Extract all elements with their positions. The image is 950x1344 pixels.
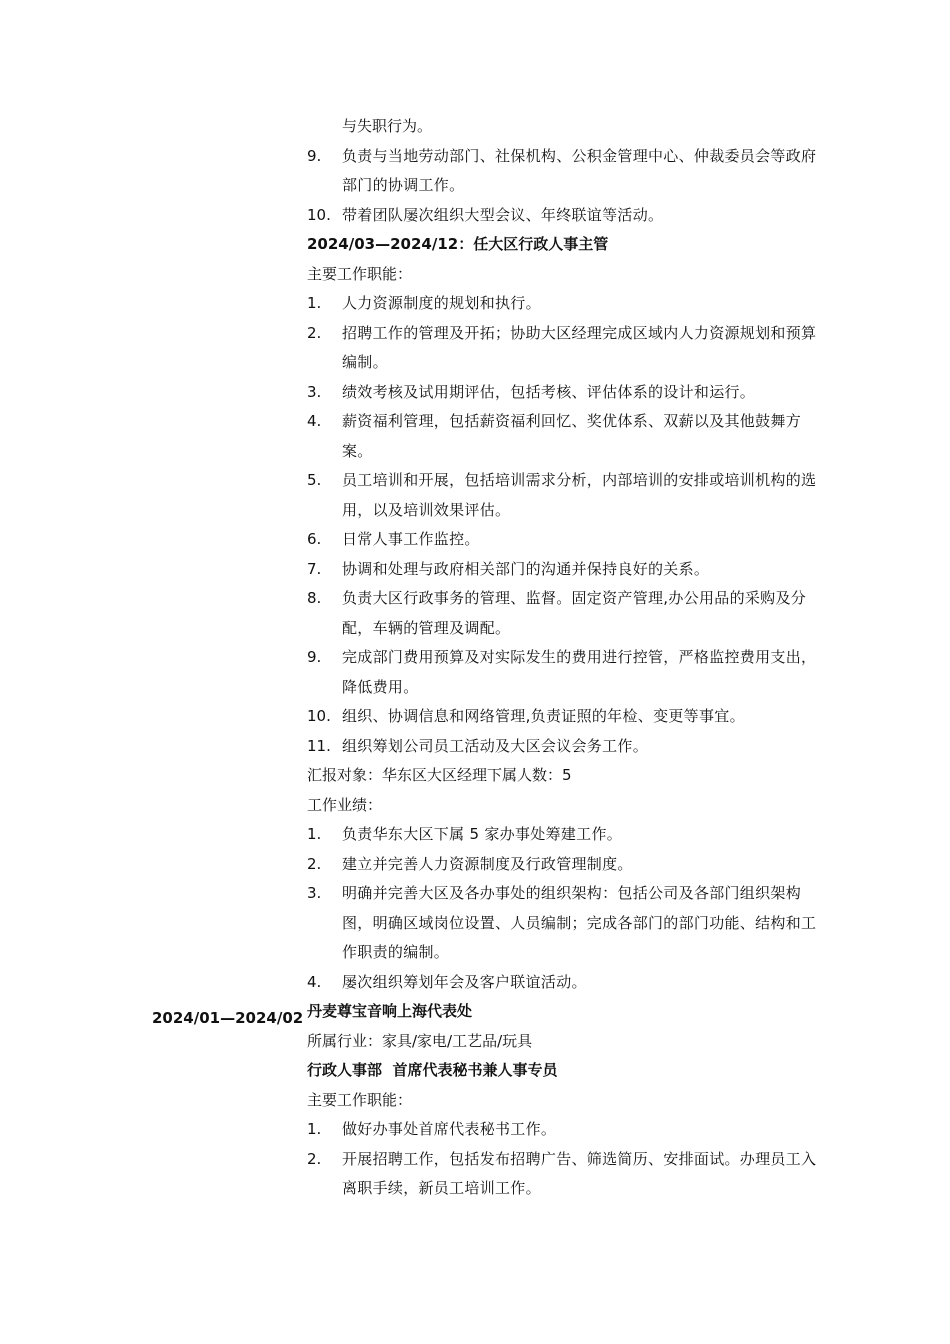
item-number: 9. [307, 648, 322, 666]
continuation-text: 与失职行为。 [342, 117, 433, 135]
list-item [307, 1145, 822, 1204]
item-text: 屡次组织筹划年会及客户联谊活动。 [342, 972, 587, 991]
item-text: 协调和处理与政府相关部门的沟通并保持良好的关系。 [342, 559, 710, 578]
item-text: 带着团队屡次组织大型会议、年终联谊等活动。 [342, 205, 664, 224]
item-text: 完成部门费用预算及对实际发生的费用进行控管，严格监控费用支出，降低费用。 [342, 648, 817, 696]
item-text: 人力资源制度的规划和执行。 [342, 294, 541, 312]
report-line: 汇报对象：华东区大区经理下属人数：5 [307, 766, 572, 784]
item-number: 11. [307, 736, 331, 755]
item-text: 明确并完善大区及各办事处的组织架构：包括公司及各部门组织架构图，明确区域岗位设置、人员编制；完成各部门的部门功能、结构和工作职责的编制。 [342, 884, 817, 961]
prev-duty-list [307, 142, 822, 231]
item-number: 9. [307, 146, 322, 165]
item-number: 3. [307, 382, 322, 401]
position-title: 2024/03—2024/12：任大区行政人事主管 [307, 235, 609, 253]
item-text: 负责华东大区下属 5 家办事处筹建工作。 [342, 825, 623, 843]
performance-list [307, 820, 822, 997]
item-text: 负责与当地劳动部门、社保机构、公积金管理中心、仲裁委员会等政府部门的协调工作。 [342, 146, 817, 194]
list-item [307, 378, 822, 408]
item-text: 组织、协调信息和网络管理,负责证照的年检、变更等事宜。 [342, 707, 745, 725]
duty-list [307, 1115, 822, 1204]
list-item [307, 820, 822, 850]
item-number: 10. [307, 707, 331, 725]
list-item [307, 850, 822, 880]
industry-line: 所属行业：家具/家电/工艺品/玩具 [307, 1031, 533, 1050]
item-text: 开展招聘工作，包括发布招聘广告、筛选简历、安排面试。办理员工入离职手续，新员工培训工作。 [342, 1149, 817, 1197]
list-item [307, 201, 822, 231]
list-item [307, 879, 822, 968]
item-number: 4. [307, 412, 322, 430]
duties-label: 主要工作职能： [307, 1090, 413, 1109]
list-item [307, 525, 822, 555]
item-text: 负责大区行政事务的管理、监督。固定资产管理,办公用品的采购及分配，车辆的管理及调配。 [342, 589, 807, 637]
list-item [307, 319, 822, 378]
item-number: 2. [307, 854, 322, 873]
department-title: 行政人事部 首席代表秘书兼人事专员 [307, 1061, 558, 1079]
list-item [307, 555, 822, 585]
list-item [307, 732, 822, 762]
item-number: 1. [307, 1120, 322, 1138]
list-item [307, 584, 822, 643]
item-text: 日常人事工作监控。 [342, 530, 480, 548]
item-number: 2. [307, 323, 322, 342]
job2-date: 2024/01—2024/02 [152, 1009, 304, 1027]
list-item [307, 968, 822, 998]
item-number: 3. [307, 884, 322, 902]
resume-body [307, 112, 822, 1204]
item-number: 7. [307, 559, 322, 578]
item-text: 组织筹划公司员工活动及大区会议会务工作。 [342, 736, 649, 755]
item-text: 绩效考核及试用期评估，包括考核、评估体系的设计和运行。 [342, 382, 756, 401]
list-item [307, 643, 822, 702]
item-number: 4. [307, 972, 322, 991]
item-number: 5. [307, 471, 322, 489]
item-number: 1. [307, 825, 322, 843]
list-item [307, 142, 822, 201]
item-number: 1. [307, 294, 322, 312]
list-item [307, 466, 822, 525]
item-text: 招聘工作的管理及开拓；协助大区经理完成区域内人力资源规划和预算编制。 [342, 323, 817, 371]
item-number: 6. [307, 530, 322, 548]
list-item [307, 289, 822, 319]
performance-label: 工作业绩： [307, 795, 383, 814]
list-item [307, 1115, 822, 1145]
company-name: 丹麦尊宝音响上海代表处 [307, 1002, 473, 1020]
duties-label: 主要工作职能： [307, 264, 413, 283]
item-text: 员工培训和开展，包括培训需求分析，内部培训的安排或培训机构的选用，以及培训效果评估。 [342, 471, 817, 519]
item-text: 薪资福利管理，包括薪资福利回忆、奖优体系、双薪以及其他鼓舞方案。 [342, 412, 802, 460]
item-number: 10. [307, 205, 331, 224]
list-item [307, 407, 822, 466]
item-text: 做好办事处首席代表秘书工作。 [342, 1120, 557, 1138]
list-item [307, 702, 822, 732]
item-text: 建立并完善人力资源制度及行政管理制度。 [342, 854, 633, 873]
item-number: 8. [307, 589, 322, 607]
item-number: 2. [307, 1149, 322, 1168]
duty-list [307, 289, 822, 761]
